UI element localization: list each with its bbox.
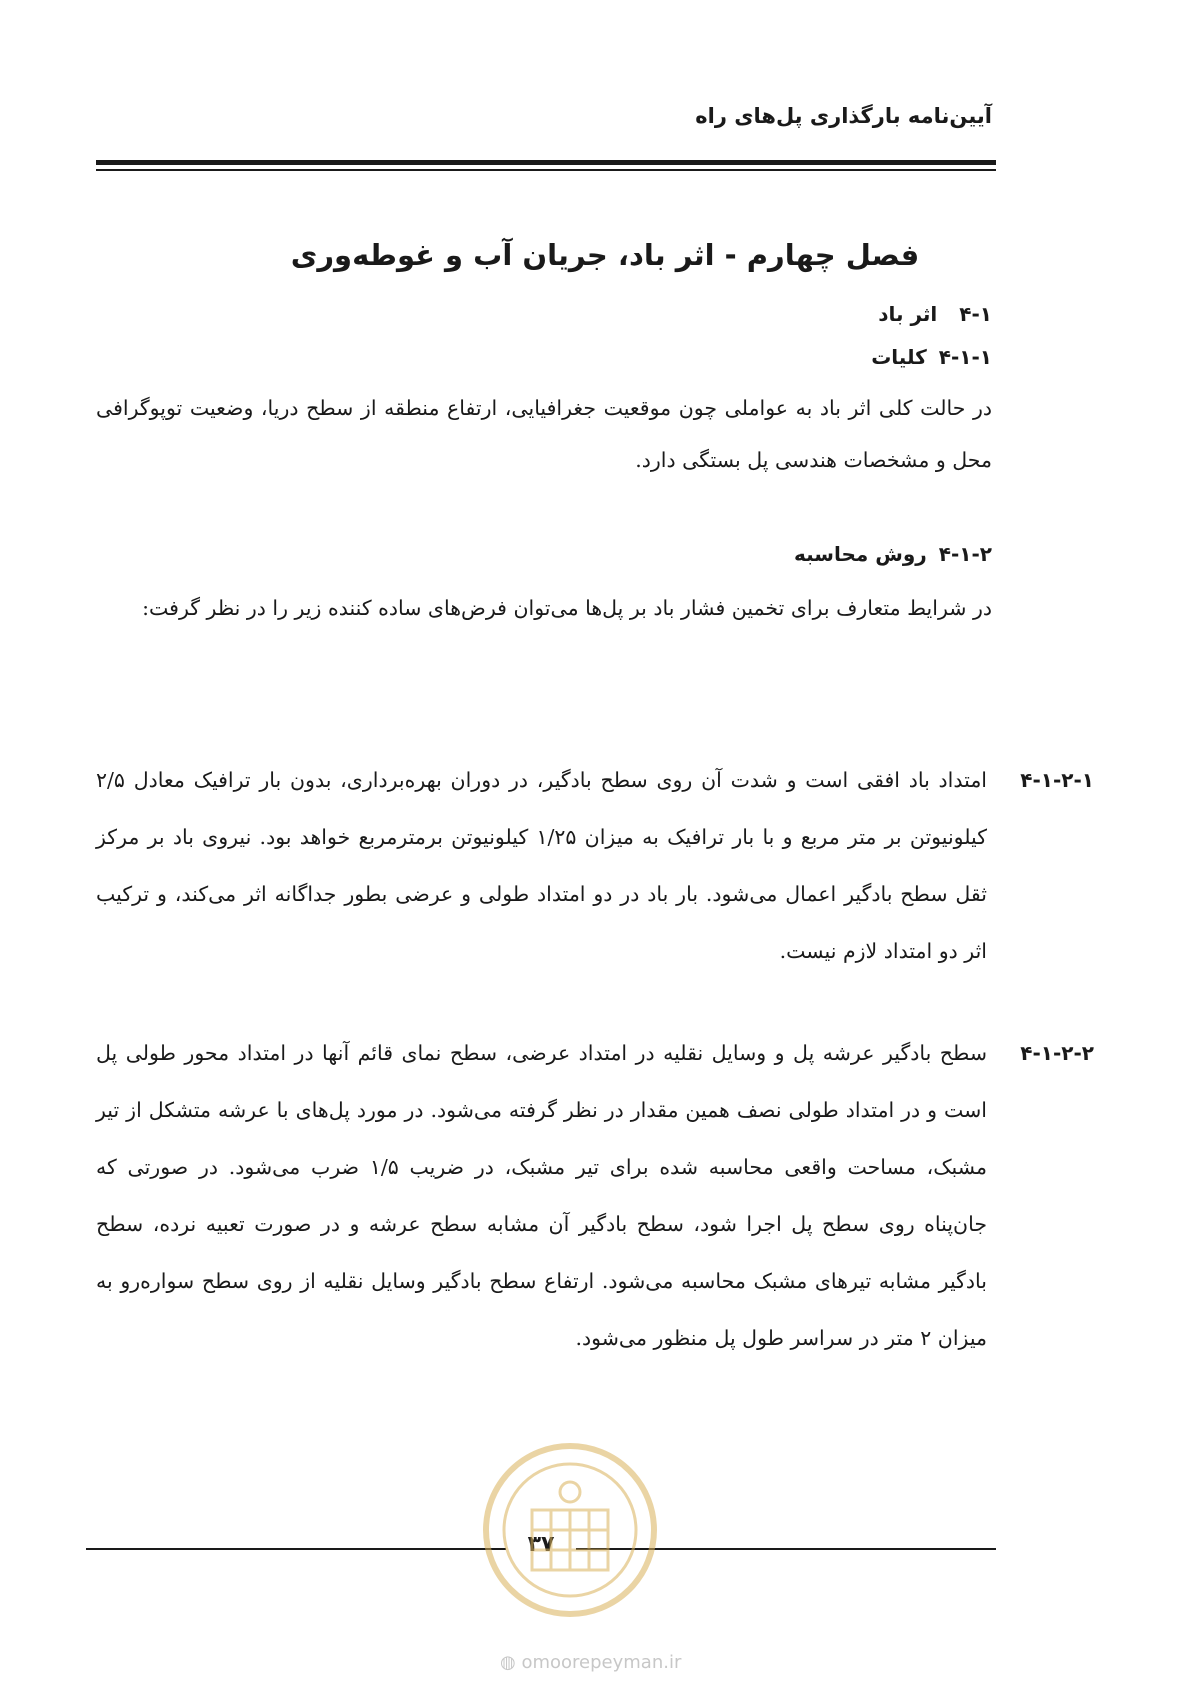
item-number: ۴-۱-۲-۲ (1020, 1041, 1094, 1065)
header-rule-thick (96, 160, 996, 165)
item-4-1-2-2 (96, 1025, 1094, 1367)
chapter-title: فصل چهارم - اثر باد، جریان آب و غوطه‌وری (290, 238, 920, 272)
item-4-1-2-1 (96, 752, 1094, 980)
header-rule-thin (96, 169, 996, 171)
paragraph-general (96, 382, 992, 486)
paragraph-text: در حالت کلی اثر باد به عواملی چون موقعیت جغرافیایی، ارتفاع منطقه از سطح دریا، وضعیت توپوگرافی محل و مشخصات هندسی پل بستگی دارد. (96, 396, 992, 472)
paragraph-text: در شرایط متعارف برای تخمین فشار باد بر پل‌ها می‌توان فرض‌های ساده کننده زیر را در نظر گرفت: (142, 596, 992, 620)
section-title: روش محاسبه (793, 542, 927, 566)
paragraph-method-intro (96, 582, 992, 634)
item-number: ۴-۱-۲-۱ (1020, 768, 1094, 792)
section-number: ۴-۱-۱ (938, 345, 992, 369)
section-title: کلیات (871, 345, 927, 369)
watermark-seal-icon (480, 1440, 660, 1620)
section-number: ۴-۱ (959, 302, 992, 326)
item-text: امتداد باد افقی است و شدت آن روی سطح بادگیر، در دوران بهره‌برداری، بدون بار ترافیک معادل ۲/۵ کیلونیوتن بر متر مربع و با بار ترافیک به میزان ۱/۲۵ کیلونیوتن برمترمربع خواهد بود. نیروی باد بر مرکز ثقل سطح بادگیر اعمال می‌شود. بار باد در دو امتداد طولی و عرضی بطور جداگانه اثر می‌کند، و ترکیب اثر دو امتداد لازم نیست. (96, 768, 987, 963)
section-number: ۴-۱-۲ (938, 542, 992, 566)
section-heading-4-1 (878, 302, 992, 326)
section-heading-4-1-2 (794, 542, 992, 566)
item-text: سطح بادگیر عرشه پل و وسایل نقلیه در امتداد عرضی، سطح نمای قائم آنها در امتداد محور طولی پل است و در امتداد طولی نصف همین مقدار در نظر گرفته می‌شود. در مورد پل‌های با عرشه متشکل از تیر مشبک، مساحت واقعی محاسبه شده برای تیر مشبک، در ضریب ۱/۵ ضرب می‌شود. در صورتی که جان‌پناه روی سطح پل اجرا شود، سطح بادگیر آن مشابه سطح عرشه و در صورت تعبیه نرده، سطح بادگیر مشابه تیرهای مشبک محاسبه می‌شود. ارتفاع سطح بادگیر وسایل نقلیه از روی سطح سواره‌رو به میزان ۲ متر در سراسر طول پل منظور می‌شود. (96, 1041, 987, 1350)
footer-rule-left (86, 1548, 506, 1550)
running-header: آیین‌نامه بارگذاری پل‌های راه (695, 104, 992, 128)
site-text: omoorepeyman.ir (521, 1652, 682, 1673)
page-number: ۳۷ (527, 1532, 555, 1557)
section-title: اثر باد (878, 302, 938, 326)
site-watermark (500, 1652, 681, 1673)
globe-icon: ◍ (500, 1652, 516, 1673)
section-heading-4-1-1 (871, 345, 992, 369)
